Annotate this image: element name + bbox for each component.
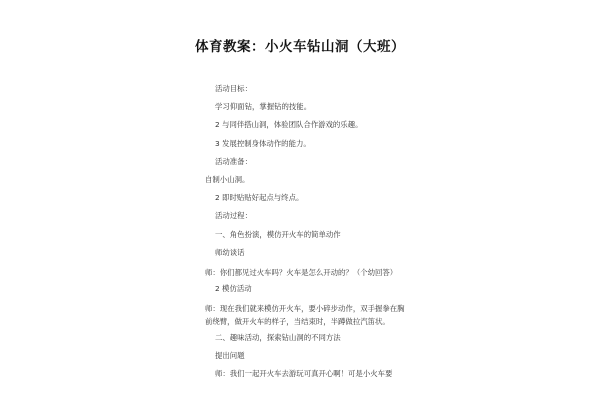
goal-item-3: 3 发展控制身体动作的能力。	[215, 138, 311, 148]
goal-item-2: 2 与同伴搭山洞，体验团队合作游戏的乐趣。	[215, 120, 363, 130]
section-heading-goals: 活动目标：	[215, 84, 252, 93]
process-part-2-heading: 二、趣味活动，探索钻山洞的不同方法	[215, 333, 341, 343]
document-body	[205, 84, 405, 388]
preparation-item-2: 2 即时贴贴好起点与终点。	[215, 193, 304, 203]
teacher-instruction-paragraph: 师：现在我们就来模仿开火车，要小碎步动作，双手握拳在胸前绕臂，做开火车的样子，当结束时，半蹲做拉汽笛状。	[205, 304, 405, 327]
process-step-talk: 师幼谈话	[215, 247, 245, 257]
process-step-question: 提出问题	[215, 351, 245, 361]
section-heading-process: 活动过程：	[215, 211, 252, 221]
section-heading-preparation: 活动准备：	[215, 156, 252, 166]
goal-item-1: 学习仰面钻，掌握钻的技能。	[215, 102, 312, 112]
process-step-imitate: 2 模仿活动	[215, 283, 252, 293]
preparation-item-1: 自制小山洞。	[205, 174, 250, 184]
document-title: 体育教案：小火车钻山洞（大班）	[195, 39, 405, 55]
process-part-1-heading: 一、角色扮演，模仿开火车的简单动作	[215, 229, 341, 239]
teacher-closing-paragraph: 师：我们一起开火车去游玩可真开心啊！可是小火车要	[215, 369, 393, 379]
teacher-question-paragraph: 师：你们都见过火车吗？火车是怎么开动的？（个幼回答）	[205, 267, 398, 277]
